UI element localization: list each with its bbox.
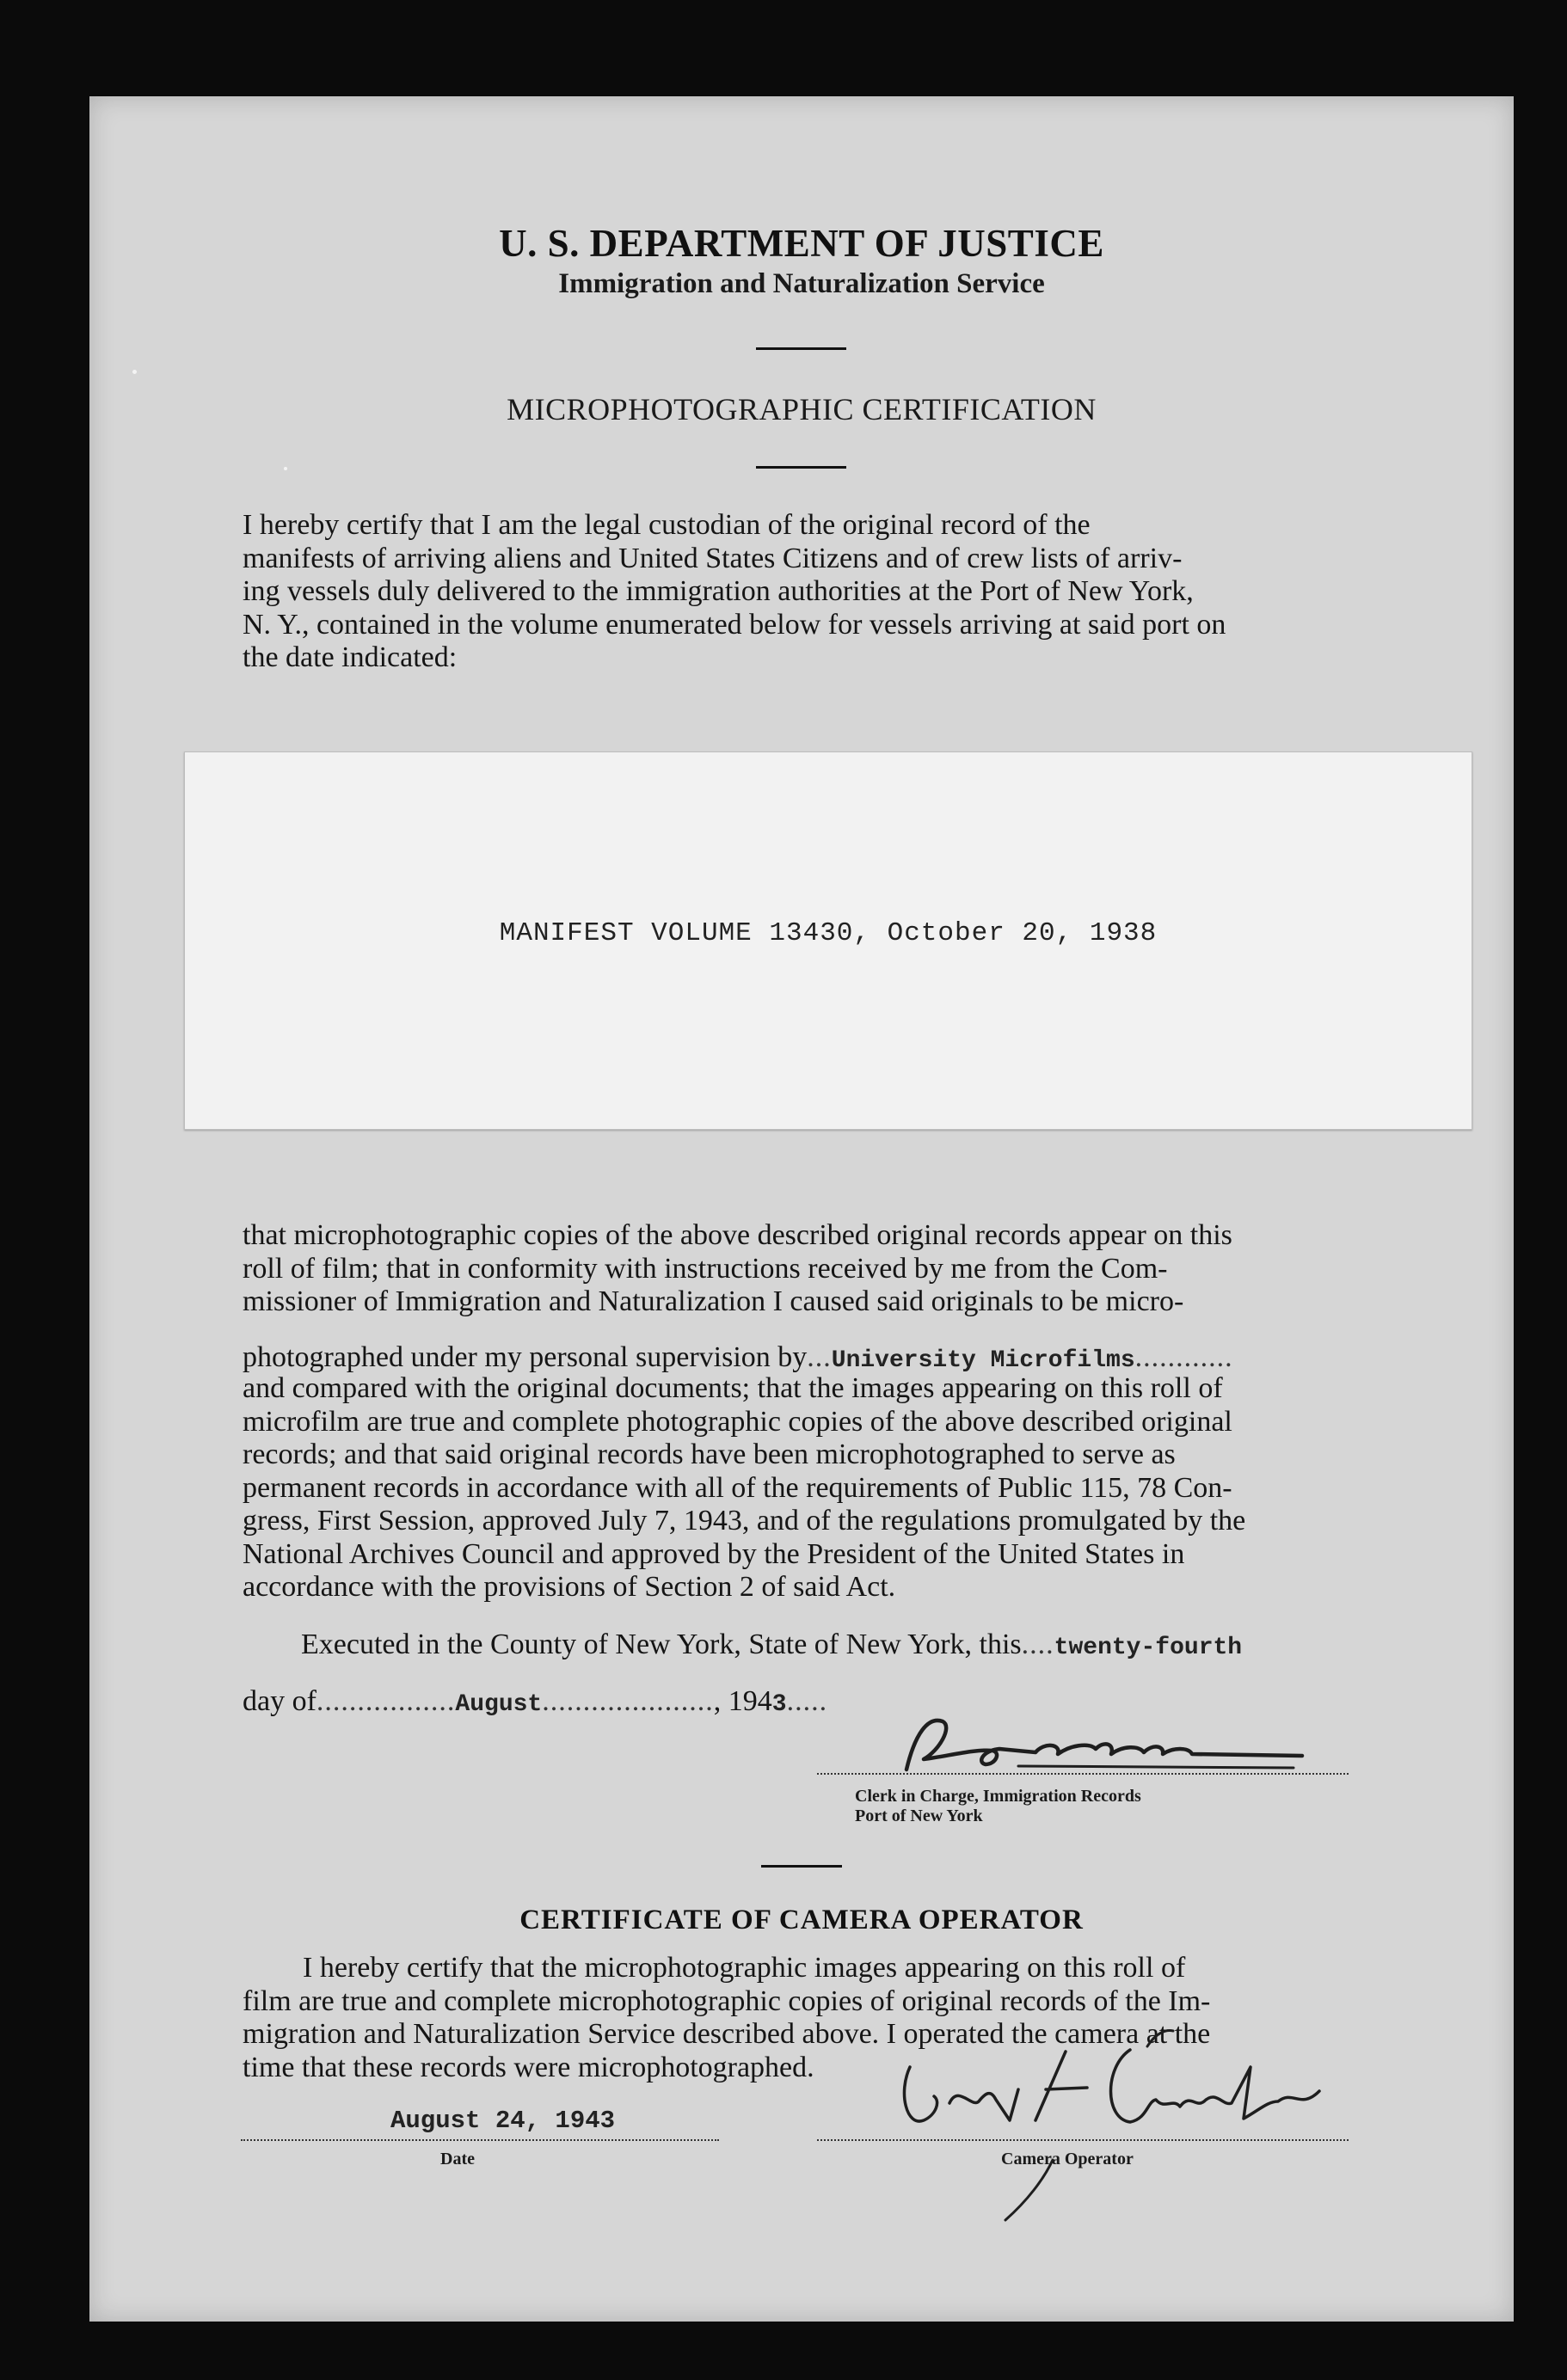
dot-filler: .................: [316, 1685, 456, 1717]
photographed-prefix: photographed under my personal supervision by: [243, 1341, 808, 1373]
dot-filler: ............: [1134, 1341, 1233, 1373]
paragraph-line: time that these records were microphotographed.: [243, 2051, 814, 2083]
executed-text: Executed in the County of New York, State of New York, this: [301, 1629, 1022, 1660]
paragraph-line: manifests of arriving aliens and United States Citizens and of crew lists of arriv-: [243, 542, 1183, 574]
clerk-signature: [889, 1699, 1337, 1794]
paragraph-line: accordance with the provisions of Section 2 of said Act.: [243, 1571, 896, 1603]
divider: [756, 347, 846, 350]
paragraph-line: microfilm are true and complete photographic copies of the above described original: [243, 1405, 1232, 1438]
divider: [756, 466, 846, 469]
divider: [761, 1865, 842, 1868]
body-paragraph-bottom: [243, 1372, 1361, 1604]
paragraph-line: missioner of Immigration and Naturalization I caused said originals to be micro-: [243, 1285, 1184, 1317]
dot-filler: ...: [807, 1341, 832, 1373]
paragraph-line: the date indicated:: [243, 641, 458, 673]
intro-paragraph: [243, 509, 1361, 675]
date-line: [241, 2139, 719, 2141]
paragraph-line: N. Y., contained in the volume enumerated below for vessels arriving at said port on: [243, 608, 1226, 641]
paragraph-line: I hereby certify that I am the legal custodian of the original record of the: [243, 509, 1091, 541]
paragraph-line: National Archives Council and approved by the President of the United States in: [243, 1537, 1185, 1570]
day-of-line: [243, 1685, 827, 1718]
certificate-page: [89, 96, 1514, 2322]
paragraph-line: I hereby certify that the microphotographic images appearing on this roll of: [303, 1952, 1186, 1984]
clerk-port-line: Port of New York: [855, 1806, 983, 1825]
paragraph-line: ing vessels duly delivered to the immigration authorities at the Port of New York,: [243, 575, 1194, 607]
paragraph-line: records; and that said original records have been microphotographed to serve as: [243, 1438, 1176, 1470]
camera-certificate-title: CERTIFICATE OF CAMERA OPERATOR: [519, 1905, 1084, 1935]
day-of-label: day of: [243, 1685, 316, 1717]
body-paragraph-top: [243, 1219, 1361, 1319]
dot-filler: .....: [786, 1685, 828, 1717]
clerk-title-line: Clerk in Charge, Immigration Records: [855, 1787, 1141, 1806]
photographer-value: University Microfilms: [831, 1347, 1135, 1374]
day-value: twenty-fourth: [1054, 1635, 1243, 1661]
manifest-volume-text: MANIFEST VOLUME 13430, October 20, 1938: [499, 918, 1158, 948]
executed-line: [301, 1629, 1242, 1661]
date-label: Date: [440, 2150, 475, 2168]
service-subheading: Immigration and Naturalization Service: [558, 268, 1045, 299]
paragraph-line: film are true and complete microphotographic copies of original records of the Im-: [243, 1984, 1211, 2017]
paragraph-line: permanent records in accordance with all of the requirements of Public 115, 78 Con-: [243, 1471, 1232, 1504]
operator-label: Camera Operator: [1001, 2150, 1134, 2168]
photographed-by-line: [243, 1341, 1233, 1374]
month-value: August: [455, 1691, 543, 1718]
dot-filler: .....................: [542, 1685, 714, 1717]
camera-date-value: August 24, 1943: [390, 2107, 616, 2135]
clerk-signature-line: [817, 1773, 1349, 1775]
paragraph-line: and compared with the original documents; that the images appearing on this roll of: [243, 1372, 1223, 1404]
film-speck: [132, 370, 137, 374]
camera-operator-signature: [889, 2007, 1371, 2230]
volume-slip: [184, 751, 1472, 1130]
dot-filler: ....: [1021, 1629, 1054, 1660]
year-digit: 3: [771, 1691, 787, 1718]
year-prefix: , 194: [713, 1685, 772, 1717]
clerk-title: [855, 1787, 1141, 1826]
paragraph-line: roll of film; that in conformity with instructions received by me from the Com-: [243, 1252, 1168, 1285]
paragraph-line: gress, First Session, approved July 7, 1943, and of the regulations promulgated by the: [243, 1505, 1246, 1537]
paragraph-line: that microphotographic copies of the above described original records appear on this: [243, 1219, 1232, 1251]
operator-signature-line: [817, 2139, 1349, 2141]
paragraph-line: migration and Naturalization Service described above. I operated the camera at the: [243, 2018, 1211, 2050]
certification-title: MICROPHOTOGRAPHIC CERTIFICATION: [507, 392, 1097, 426]
film-speck: [284, 467, 287, 470]
department-heading: U. S. DEPARTMENT OF JUSTICE: [499, 222, 1104, 265]
